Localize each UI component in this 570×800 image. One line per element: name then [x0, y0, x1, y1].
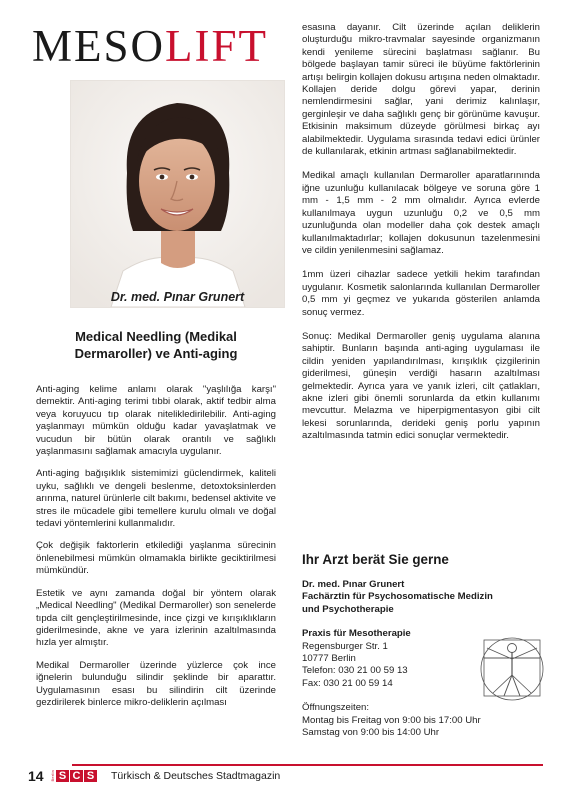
publication-tagline: Türkisch & Deutsches Stadtmagazin [111, 770, 281, 782]
contact-heading: Ihr Arzt berät Sie gerne [302, 552, 449, 567]
article-paragraph: esasına dayanır. Cilt üzerinde açılan deliklerin oluşturduğu mikro-travmalar sayesinde organizmanın kendi yenileme sürecini başlatması sağlanır. Bu bölgede başlayan tamir süreci ile büyüme faktörlerinin artışı belirgin kollajen dokusu artışına neden olmaktadır. Kollajen deride dolgu görevi yapar, derinin nemlendirmesini sağlar, yani derimiz kalınlaşır, gerginleşir ve daha sağlıklı genç bir görünüme kavuşur. Etkisinin maksimum düzeyde görülmesi birkaç ayı alabilmektedir. Uygulama sırasında tedavi edici ürünler de kullanılarak, etkinin artması sağlanabilmektedir. [302, 22, 540, 158]
logo-letters [56, 770, 97, 782]
article-title: Medical Needling (Medikal Dermaroller) ve Anti-aging [74, 329, 238, 361]
logo-letter: S [84, 770, 97, 782]
address-city: 10777 Berlin [302, 653, 356, 665]
masthead-meso: MESO [32, 21, 166, 71]
article-paragraph: Çok değişik faktorlerin etkilediği yaşlanma sürecinin önlenebilmesi mümkün olmamakla birlikte geciktirilmesi mümkündür. [36, 540, 276, 577]
logo-letter: S [56, 770, 69, 782]
doctor-portrait [71, 81, 284, 307]
vitruvian-man-icon [477, 633, 547, 703]
article-paragraph: 1mm üzeri cihazlar sadece yetkili hekim tarafından uygulanır. Kosmetik salonlarında kullanılan Dermaroller 0,5 mm yi geçmez ve yukarıda gösterilen anlamda sonuç vermez. [302, 269, 540, 318]
page-footer [28, 764, 543, 792]
photo-caption: Dr. med. Pınar Grunert [110, 290, 245, 304]
doctor-name: Dr. med. Pınar Grunert [302, 579, 405, 590]
address-street: Regensburger Str. 1 [302, 640, 388, 652]
doctor-specialty-cont: und Psychotherapie [302, 603, 394, 615]
hours-saturday: Samstag von 9:00 bis 14:00 Uhr [302, 727, 440, 739]
spacer [302, 616, 542, 628]
hours-weekdays: Montag bis Freitag von 9:00 bis 17:00 Uhr [302, 714, 481, 726]
hours-label: Öffnungszeiten: [302, 702, 370, 714]
page-number: 14 [28, 768, 44, 784]
article-paragraph: Estetik ve aynı zamanda doğal bir yöntem olarak „Medical Needling" (Medikal Dermaroller) son senelerde tıpda cilt gençleştirilmesinde, ince çizgi ve kırışıklıkların giderilmesinde, akne ve yara izlerinin azaltılmasında hızla yer almıştır. [36, 587, 276, 649]
portrait-illustration [71, 81, 284, 307]
footer-divider [72, 764, 543, 766]
article-paragraph: Sonuç: Medikal Dermaroller geniş uygulama alanına sahiptir. Bunların başında anti-aging uygulaması ile cildin yeniden yapılandırılması, kırışıklık çizgilerinin giderilmesi, güneşin verdiği hasarın azaltılması gelmektedir. Ayrıca yara ve yanık izleri, cilt çatlakları, akne izleri gibi önemli sorunlarda da etkin kullanımı mevcuttur. Melazma ve hiperpigmentasyon gibi cilt lekesi sorunlarında, derideki geniş porlu yapının azaltılmasında tatmin edici sonuçlar vermektedir. [302, 330, 540, 442]
doctor-specialty: Fachärztin für Psychosomatische Medizin [302, 591, 493, 603]
practice-name: Praxis für Mesotherapie [302, 628, 411, 640]
logo-letter: C [70, 770, 83, 782]
masthead-lift: LIFT [165, 21, 269, 71]
left-column [36, 328, 276, 719]
fax-number: Fax: 030 21 00 59 14 [302, 677, 393, 689]
phone-number: Telefon: 030 21 00 59 13 [302, 665, 408, 677]
logo-small-text: Berlin [50, 770, 55, 782]
article-paragraph: Anti-aging bağışıklık sistemimizi güclendirmek, kaliteli uyku, sağlıklı ve dengeli beslenme, detoxtoksinlerden arınma, naturel ürünlerle cilt bakımı, bedensel aktivite ve stres ile mücadele gibi temellere kurulu olmalı ve doğal tedavi yöntemlerini kullanmalıdır. [36, 468, 276, 530]
masthead-logo [32, 22, 268, 70]
article-paragraph: Medikal Dermaroller üzerinde yüzlerce çok ince iğnelerin bulunduğu silindir şeklinde bir aparattır. Uygulamasının esası bu silindirin cilt üzerinde gezdirilerek binlerce mikro-deliklerin açılması [36, 659, 276, 708]
article-paragraph: Medikal amaçlı kullanılan Dermaroller aparatlarınında iğne uzunluğu kullanılacak bölgeye ve soruna göre 1 mm - 1,5 mm - 2 mm olmalıdır. Ayrıca evlerde kullanılmaya uygun uzunluğu 0,2 ve 0,5 mm uzunluğunda olan modeller daha çok destek amaçlı kullanılmaktadırlar; kollajen dokusunun tazelenmesini ve cildin yenilenmesini sağlamaz. [302, 170, 540, 256]
article-paragraph: Anti-aging kelime anlamı olarak "yaşlılığa karşı" demektir. Anti-aging terimi tıbbi olarak, aktif tedbir alma veya koruyucu tıp olarak nitelikledirilebilir. Anti-aging yaşlanmayı mümkün olduğu kadar yavaşlatmak ve vucudun bir bütün olarak orantılı ve sağlıklı yaşlanmasını sağlamak amacıyla uygulanır. [36, 384, 276, 458]
right-column [302, 22, 540, 455]
publication-logo [50, 770, 97, 782]
